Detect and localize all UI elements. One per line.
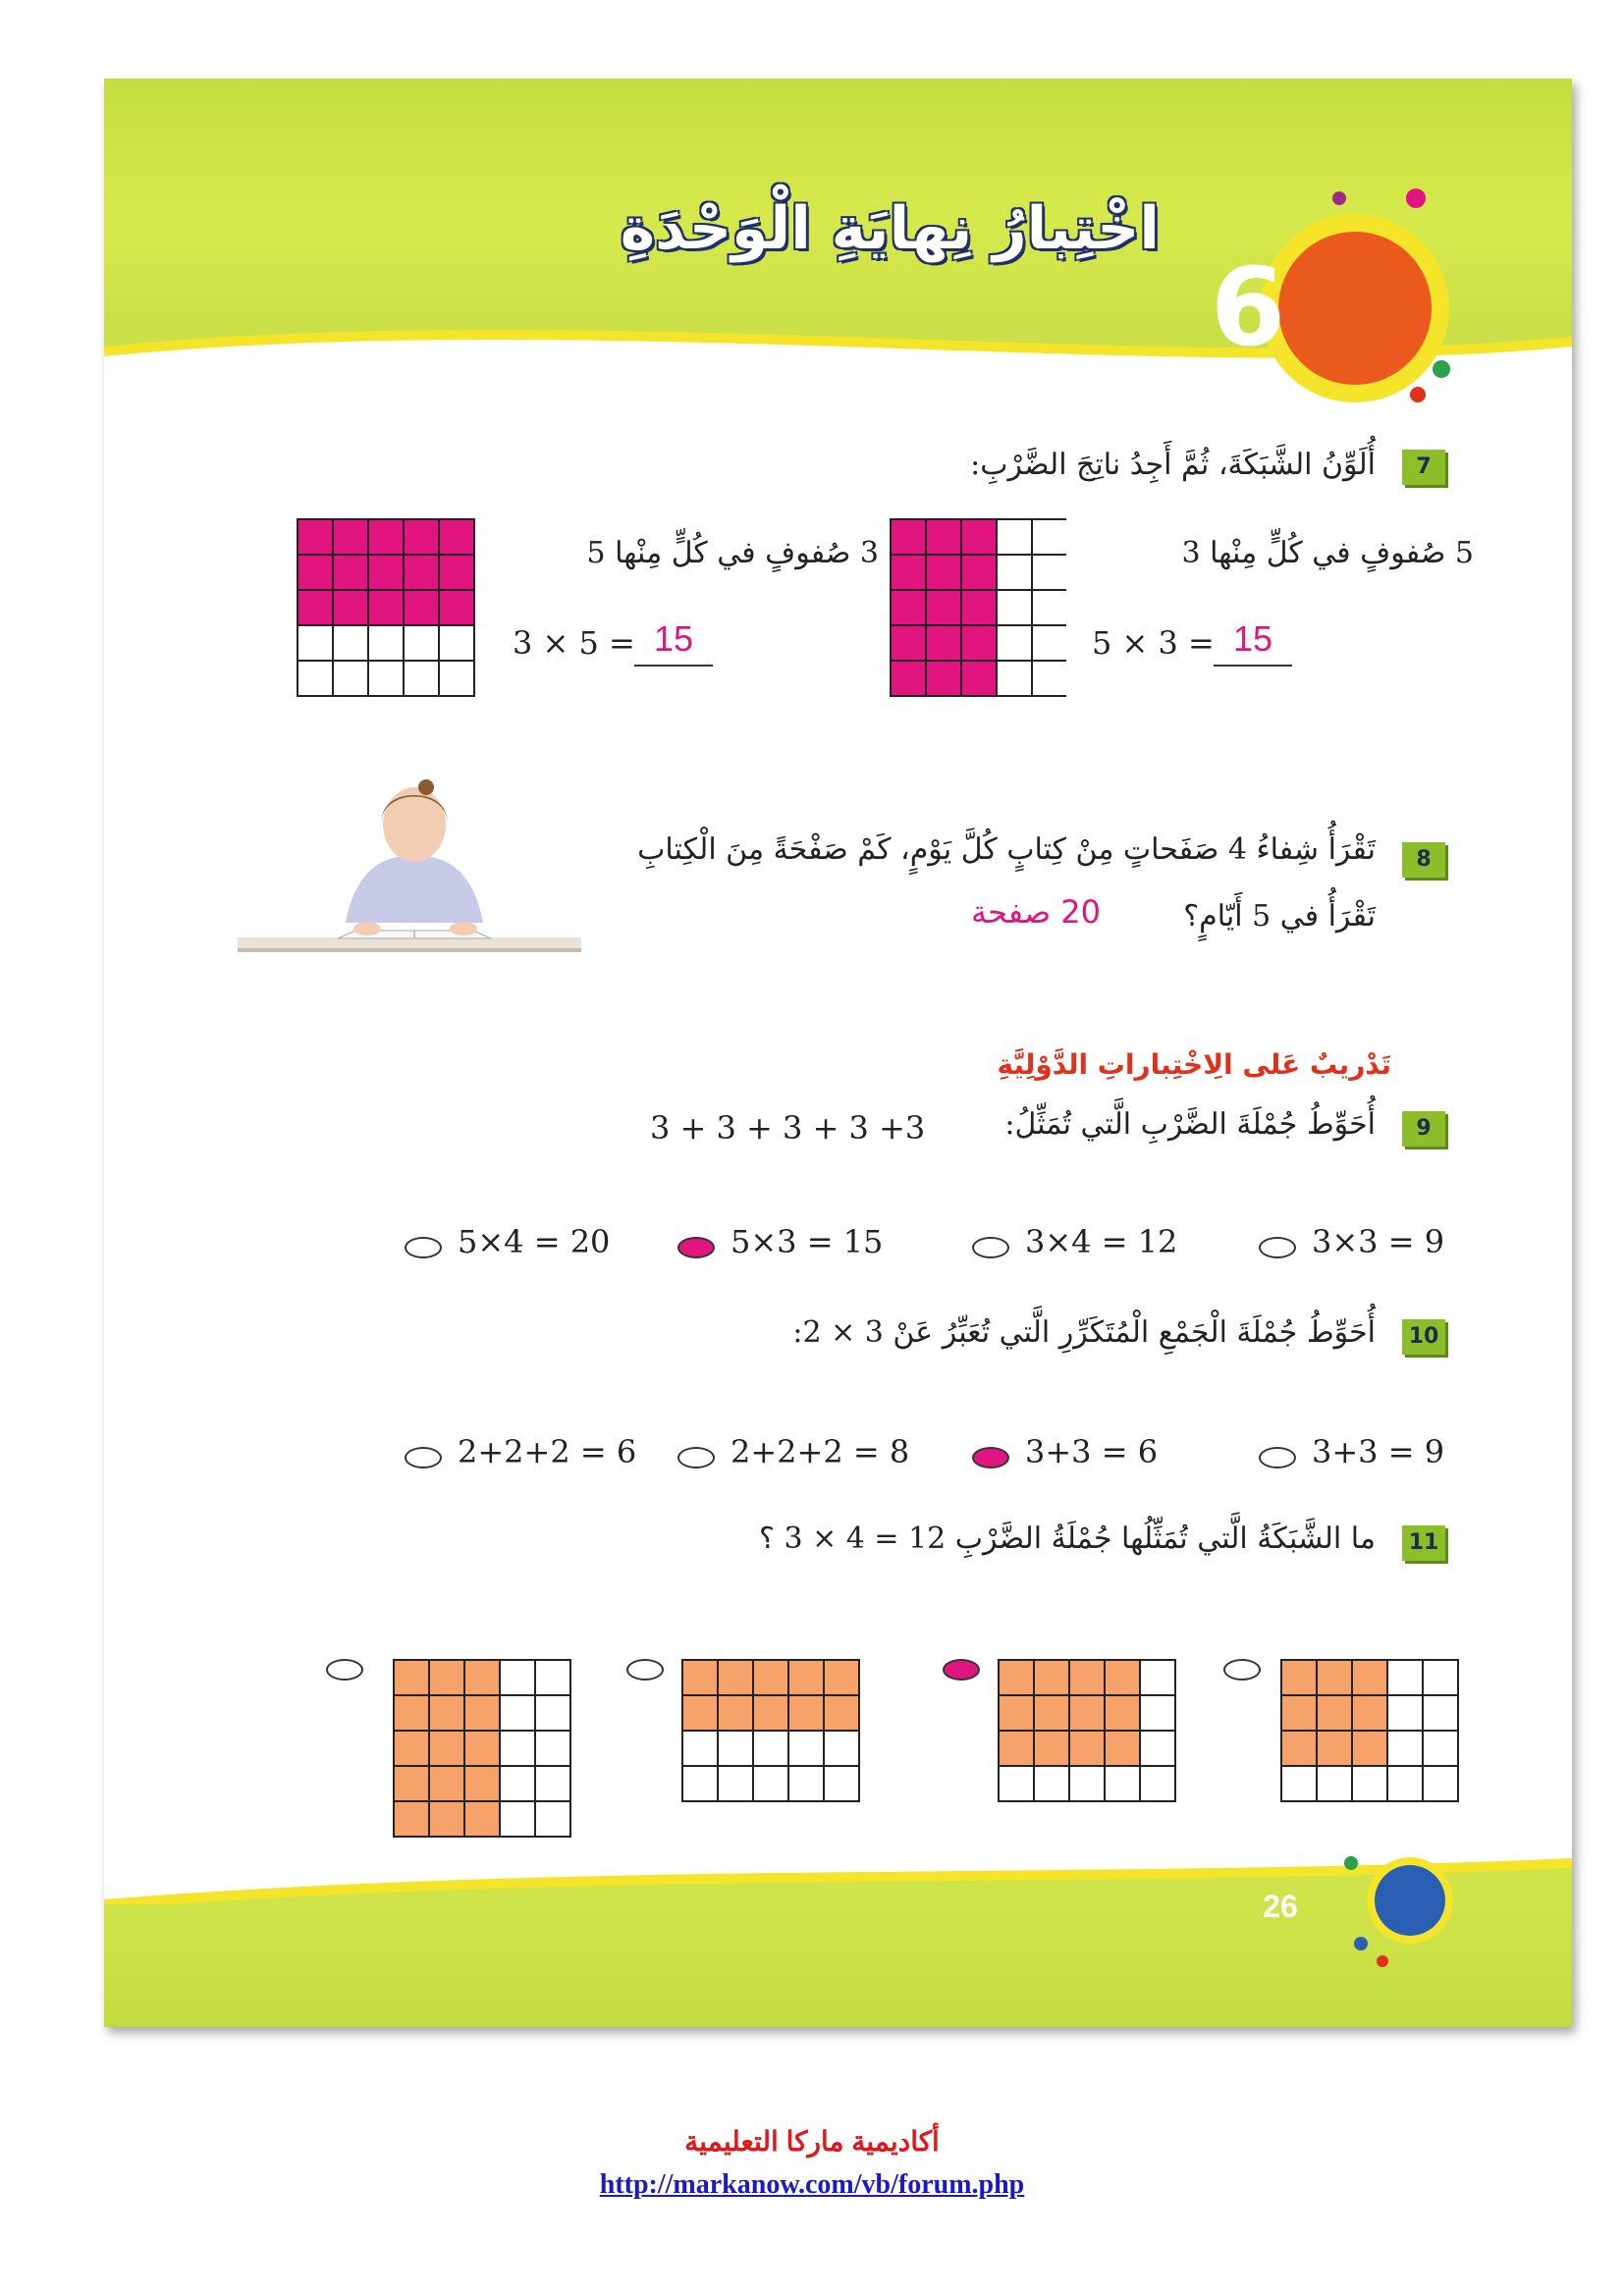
question-9-number: 9 xyxy=(1402,1111,1445,1147)
grid-cell xyxy=(1032,519,1066,555)
grid-cell-shaded xyxy=(891,555,926,590)
grid-cell xyxy=(1032,555,1066,590)
grid-cell xyxy=(535,1695,570,1731)
grid-cell-shaded xyxy=(1281,1695,1317,1731)
question-8-number: 8 xyxy=(1402,842,1445,878)
grid-cell xyxy=(788,1731,824,1766)
grid-cell-shaded xyxy=(926,661,961,696)
grid-cell-shaded xyxy=(439,519,474,555)
workbook-page xyxy=(104,79,1572,2027)
grid-cell xyxy=(500,1695,535,1731)
grid-cell xyxy=(999,1766,1034,1801)
grid-cell xyxy=(997,519,1032,555)
grid-cell xyxy=(1281,1766,1317,1801)
grid-cell-shaded xyxy=(429,1731,464,1766)
grid-cell-shaded xyxy=(394,1731,429,1766)
reading-child-image xyxy=(238,766,581,962)
grid-cell xyxy=(1034,1766,1069,1801)
grid-cell xyxy=(1423,1695,1458,1731)
grid-cell xyxy=(718,1731,753,1766)
grid-cell-shaded xyxy=(891,625,926,661)
grid-cell xyxy=(997,625,1032,661)
grid-cell xyxy=(1423,1660,1458,1695)
grid-cell-shaded xyxy=(1281,1660,1317,1695)
grid-cell xyxy=(824,1766,859,1801)
q7-left-description: 3 صُفوفٍ في كُلٍّ مِنْها 5 xyxy=(586,536,879,570)
grid-cell-shaded xyxy=(1105,1695,1140,1731)
grid-cell-shaded xyxy=(753,1695,788,1731)
grid-cell-shaded xyxy=(1069,1731,1105,1766)
grid-cell xyxy=(500,1766,535,1801)
grid-cell-shaded xyxy=(891,519,926,555)
grid-cell-shaded xyxy=(404,590,439,625)
question-8-line1: تَقْرَأُ شِفاءُ 4 صَفَحاتٍ مِنْ كِتابٍ كُلَّ يَوْمٍ، كَمْ صَفْحَةً مِنَ الْكِتابِ xyxy=(637,832,1376,867)
grid-cell-shaded xyxy=(368,590,404,625)
grid-cell xyxy=(500,1660,535,1695)
question-8-answer: 20 صفحة xyxy=(970,893,1101,931)
grid-cell xyxy=(439,625,474,661)
question-10-number: 10 xyxy=(1402,1319,1445,1355)
q10-option-2-label: 3+3 = 6 xyxy=(1025,1433,1159,1470)
grid-cell-shaded xyxy=(333,519,368,555)
grid-cell xyxy=(1387,1695,1423,1731)
grid-cell xyxy=(997,590,1032,625)
question-8-line2: تَقْرَأُ في 5 أَيّامٍ؟ xyxy=(1183,899,1376,934)
grid-cell-shaded xyxy=(429,1766,464,1801)
section-title: تَدْريبٌ عَلى الِاخْتِباراتِ الدَّوْلِيَّةِ xyxy=(997,1048,1391,1081)
grid-cell-shaded xyxy=(999,1731,1034,1766)
grid-cell xyxy=(535,1660,570,1695)
grid-cell-shaded xyxy=(464,1695,500,1731)
grid-cell-shaded xyxy=(926,625,961,661)
grid-cell xyxy=(1352,1766,1387,1801)
grid-cell-shaded xyxy=(961,661,997,696)
grid-cell xyxy=(1069,1766,1105,1801)
q10-option-2-radio-selected[interactable] xyxy=(972,1447,1009,1468)
grid-cell xyxy=(298,625,333,661)
grid-cell-shaded xyxy=(394,1660,429,1695)
grid-cell-shaded xyxy=(394,1695,429,1731)
grid-cell-shaded xyxy=(1034,1731,1069,1766)
page-number: 26 xyxy=(1263,1889,1298,1924)
grid-cell xyxy=(1387,1731,1423,1766)
q7-right-equation: 5 × 3 = xyxy=(1092,624,1215,662)
grid-cell-shaded xyxy=(891,590,926,625)
grid-cell xyxy=(1387,1766,1423,1801)
grid-cell-shaded xyxy=(926,555,961,590)
grid-cell xyxy=(1423,1766,1458,1801)
grid-cell-shaded xyxy=(368,519,404,555)
grid-cell-shaded xyxy=(824,1660,859,1695)
page-number-badge-icon xyxy=(1331,1845,1479,1983)
grid-cell-shaded xyxy=(394,1801,429,1837)
grid-cell-shaded xyxy=(999,1695,1034,1731)
grid-cell-shaded xyxy=(298,555,333,590)
grid-cell xyxy=(500,1801,535,1837)
q7-left-answer-line xyxy=(634,665,713,667)
q7-left-answer: 15 xyxy=(653,618,694,659)
grid-cell-shaded xyxy=(753,1660,788,1695)
grid-cell-shaded xyxy=(824,1695,859,1731)
grid-cell xyxy=(1140,1766,1175,1801)
grid-cell xyxy=(1105,1766,1140,1801)
q9-option-4-radio[interactable] xyxy=(405,1237,442,1258)
grid-cell-shaded xyxy=(718,1695,753,1731)
q11-option-2-grid xyxy=(998,1659,1176,1804)
grid-cell-shaded xyxy=(439,590,474,625)
grid-cell-shaded xyxy=(439,555,474,590)
grid-cell xyxy=(1140,1660,1175,1695)
grid-cell-shaded xyxy=(961,625,997,661)
q10-option-4-radio[interactable] xyxy=(405,1447,442,1468)
grid-cell xyxy=(753,1731,788,1766)
grid-cell xyxy=(535,1801,570,1837)
grid-cell-shaded xyxy=(1105,1660,1140,1695)
grid-cell-shaded xyxy=(999,1660,1034,1695)
grid-cell xyxy=(1140,1731,1175,1766)
grid-cell-shaded xyxy=(891,661,926,696)
watermark-link[interactable]: http://markanow.com/vb/forum.php xyxy=(599,2169,1025,2200)
grid-cell-shaded xyxy=(1352,1695,1387,1731)
grid-cell-shaded xyxy=(368,555,404,590)
grid-cell xyxy=(439,661,474,696)
grid-cell-shaded xyxy=(682,1695,718,1731)
grid-cell-shaded xyxy=(961,519,997,555)
grid-cell-shaded xyxy=(1317,1660,1352,1695)
grid-cell xyxy=(997,661,1032,696)
q11-option-3-grid xyxy=(681,1659,860,1804)
q11-option-1-grid xyxy=(1280,1659,1459,1804)
grid-cell xyxy=(1032,625,1066,661)
grid-cell-shaded xyxy=(464,1801,500,1837)
grid-cell-shaded xyxy=(464,1766,500,1801)
grid-cell-shaded xyxy=(1069,1695,1105,1731)
q9-option-2-label: 3×4 = 12 xyxy=(1025,1223,1178,1260)
question-7-prompt: أُلَوِّنُ الشَّبَكَةَ، ثُمَّ أَجِدُ ناتِجَ الضَّرْبِ: xyxy=(970,448,1376,482)
grid-cell xyxy=(500,1731,535,1766)
grid-cell xyxy=(1317,1766,1352,1801)
grid-cell-shaded xyxy=(429,1801,464,1837)
grid-cell-shaded xyxy=(1317,1695,1352,1731)
q10-option-3-radio[interactable] xyxy=(677,1447,715,1468)
q11-option-2-radio-selected[interactable] xyxy=(943,1659,980,1681)
grid-cell-shaded xyxy=(298,519,333,555)
grid-cell xyxy=(404,661,439,696)
grid-cell-shaded xyxy=(464,1731,500,1766)
q9-option-1-label: 3×3 = 9 xyxy=(1312,1223,1445,1260)
grid-cell xyxy=(997,555,1032,590)
grid-cell xyxy=(368,625,404,661)
grid-cell-shaded xyxy=(788,1660,824,1695)
grid-cell-shaded xyxy=(1034,1660,1069,1695)
grid-cell xyxy=(753,1766,788,1801)
grid-cell-shaded xyxy=(333,555,368,590)
grid-cell xyxy=(1032,590,1066,625)
q7-right-answer-line xyxy=(1214,665,1292,667)
question-9-prompt: أُحَوِّطُ جُمْلَةَ الضَّرْبِ الَّتي تُمَثِّلُ: xyxy=(1004,1107,1376,1142)
grid-cell xyxy=(535,1731,570,1766)
q7-left-equation: 3 × 5 = xyxy=(513,624,635,662)
q9-option-4-label: 5×4 = 20 xyxy=(458,1223,611,1260)
grid-cell xyxy=(824,1731,859,1766)
q7-left-grid xyxy=(297,518,475,697)
q7-right-description: 5 صُفوفٍ في كُلٍّ مِنْها 3 xyxy=(1181,536,1474,570)
grid-cell xyxy=(682,1766,718,1801)
q11-option-4-radio[interactable] xyxy=(326,1659,363,1681)
unit-number: 6 xyxy=(1210,244,1286,370)
grid-cell xyxy=(788,1766,824,1801)
grid-cell xyxy=(718,1766,753,1801)
grid-cell xyxy=(404,625,439,661)
grid-cell-shaded xyxy=(404,519,439,555)
grid-cell-shaded xyxy=(1352,1660,1387,1695)
grid-cell xyxy=(333,625,368,661)
grid-cell xyxy=(298,661,333,696)
grid-cell-shaded xyxy=(1281,1731,1317,1766)
grid-cell-shaded xyxy=(1105,1731,1140,1766)
q10-option-3-label: 2+2+2 = 8 xyxy=(731,1433,910,1470)
grid-cell-shaded xyxy=(926,519,961,555)
grid-cell-shaded xyxy=(404,555,439,590)
grid-cell-shaded xyxy=(429,1695,464,1731)
grid-cell-shaded xyxy=(298,590,333,625)
grid-cell-shaded xyxy=(1317,1731,1352,1766)
grid-cell-shaded xyxy=(682,1660,718,1695)
question-11-number: 11 xyxy=(1402,1525,1445,1561)
grid-cell xyxy=(1387,1660,1423,1695)
q7-right-answer: 15 xyxy=(1232,618,1273,659)
grid-cell-shaded xyxy=(926,590,961,625)
grid-cell-shaded xyxy=(464,1660,500,1695)
grid-cell-shaded xyxy=(429,1660,464,1695)
q10-option-1-radio[interactable] xyxy=(1259,1447,1296,1468)
grid-cell-shaded xyxy=(718,1660,753,1695)
watermark-name: أكاديمية ماركا التعليمية xyxy=(684,2126,940,2157)
grid-cell-shaded xyxy=(333,590,368,625)
grid-cell-shaded xyxy=(1352,1731,1387,1766)
question-9-expression: 3 + 3 + 3 + 3 +3 xyxy=(650,1109,926,1147)
grid-cell-shaded xyxy=(1069,1660,1105,1695)
question-7-number: 7 xyxy=(1402,450,1445,485)
q7-right-grid xyxy=(890,518,1066,697)
grid-cell xyxy=(1140,1695,1175,1731)
grid-cell-shaded xyxy=(394,1766,429,1801)
q11-option-1-radio[interactable] xyxy=(1223,1659,1261,1681)
grid-cell-shaded xyxy=(961,590,997,625)
q9-option-2-radio[interactable] xyxy=(972,1237,1009,1258)
q11-option-3-radio[interactable] xyxy=(626,1659,664,1681)
q9-option-3-radio-selected[interactable] xyxy=(677,1237,715,1258)
grid-cell xyxy=(1423,1731,1458,1766)
grid-cell xyxy=(682,1731,718,1766)
page-title: اخْتِبارُ نِهايَةِ الْوَحْدَةِ xyxy=(620,194,1160,263)
grid-cell xyxy=(535,1766,570,1801)
q9-option-1-radio[interactable] xyxy=(1259,1237,1296,1258)
grid-cell xyxy=(1032,661,1066,696)
grid-cell-shaded xyxy=(1034,1695,1069,1731)
grid-cell xyxy=(368,661,404,696)
question-11-prompt: ما الشَّبَكَةُ الَّتي تُمَثِّلُها جُمْلَةُ الضَّرْبِ 12 = 4 × 3 ؟ xyxy=(758,1522,1376,1556)
question-10-prompt: أُحَوِّطُ جُمْلَةَ الْجَمْعِ الْمُتَكَرِّرِ الَّتي تُعَبِّرُ عَنْ 3 × 2: xyxy=(792,1315,1376,1350)
grid-cell-shaded xyxy=(961,555,997,590)
q10-option-1-label: 3+3 = 9 xyxy=(1312,1433,1445,1470)
grid-cell xyxy=(333,661,368,696)
q11-option-4-grid xyxy=(393,1659,571,1840)
grid-cell-shaded xyxy=(788,1695,824,1731)
q10-option-4-label: 2+2+2 = 6 xyxy=(458,1433,637,1470)
q9-option-3-label: 5×3 = 15 xyxy=(731,1223,884,1260)
